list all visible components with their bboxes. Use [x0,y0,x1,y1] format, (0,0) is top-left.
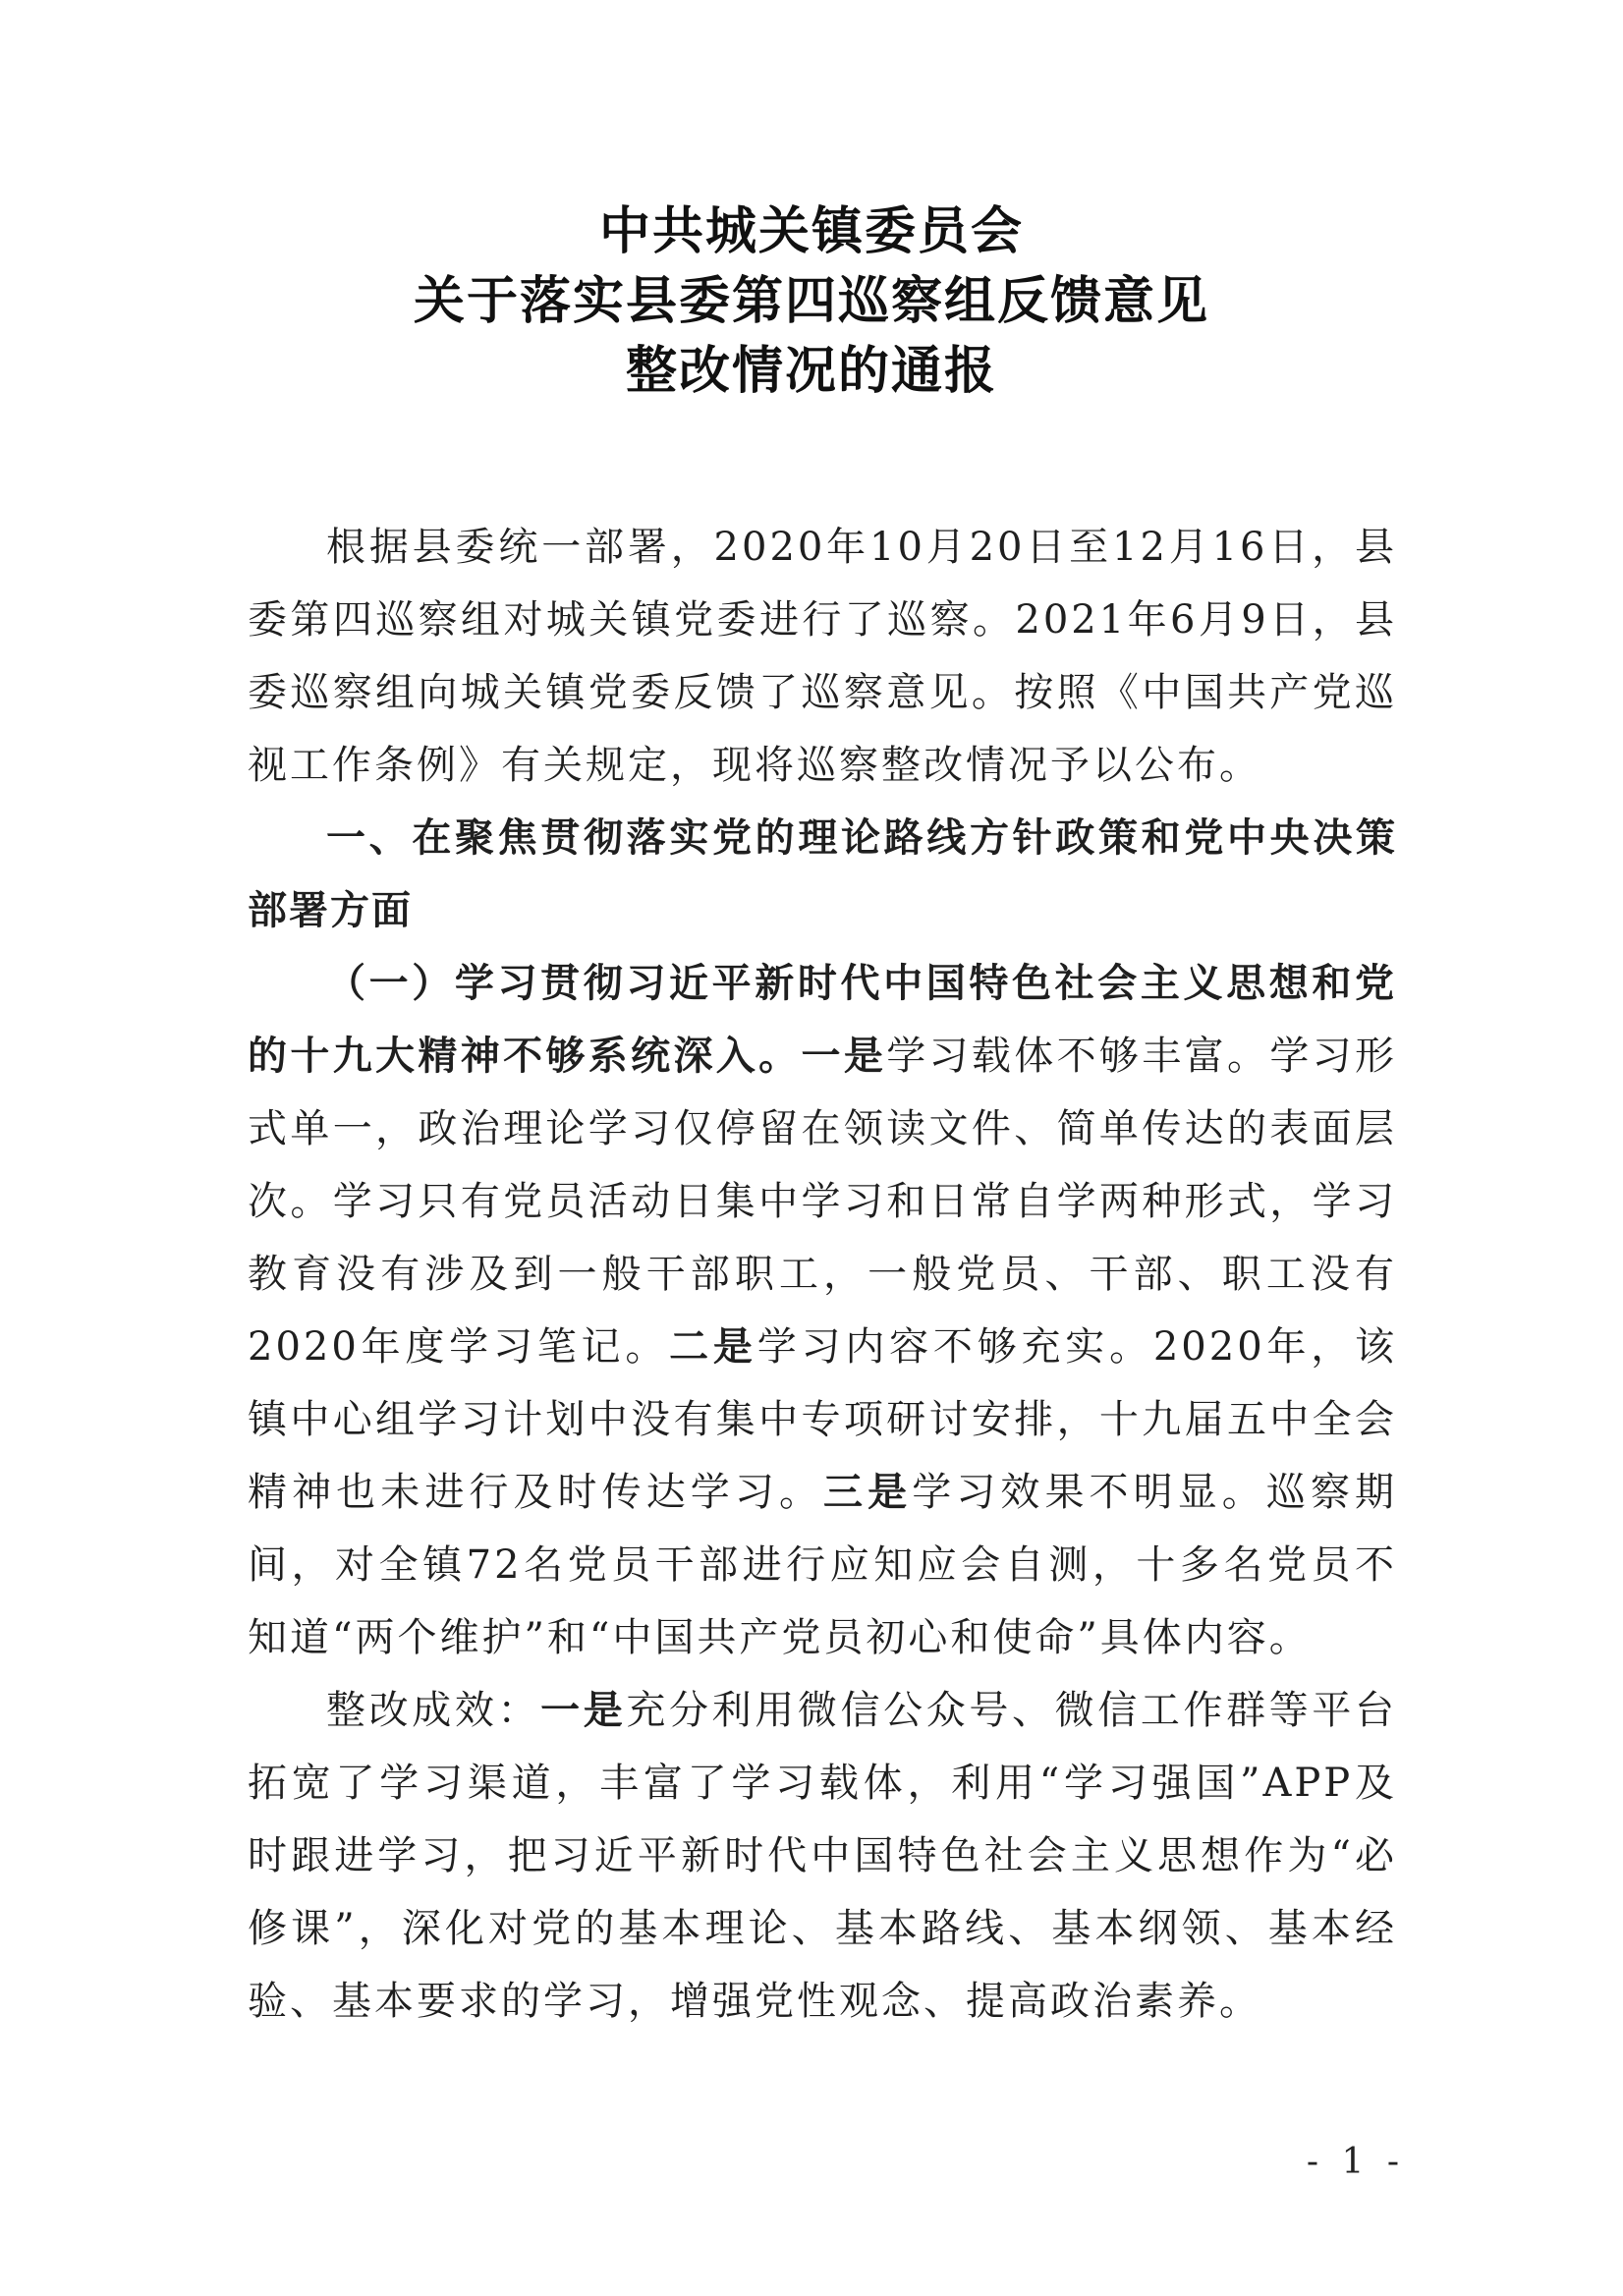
title-line-2: 关于落实县委第四巡察组反馈意见 [413,271,1209,331]
title-line-1: 中共城关镇委员会 [598,201,1024,261]
item-title: （一）学习贯彻习近平新时代中国特色社会主义思想和党的十九大精神不够系统深入。 [248,960,1397,1079]
rectification-label: 整改成效： [326,1688,541,1733]
page-number: - 1 - [1306,2142,1405,2182]
item-lead-3: 三是 [823,1469,913,1515]
item-text-2: 学习内容不够充实。2020年，该镇中心组学习计划中没有集中专项研讨安排，十九届五中全会精神也未进行及时传达学习。 [248,1324,1398,1515]
rectification-text: 充分利用微信公众号、微信工作群等平台拓宽了学习渠道，丰富了学习载体，利用“学习强国”APP及时跟进学习，把习近平新时代中国特色社会主义思想作为“必修课”，深化对党的基本理论、基本路线、基本纲领、基本经验、基本要求的学习，增强党性观念、提高政治素养。 [248,1688,1397,2024]
item-lead-2: 二是 [669,1323,757,1370]
title-line-3: 整改情况的通报 [625,341,997,401]
section-heading-1: 一、在聚焦贯彻落实党的理论路线方针政策和党中央决策部署方面 [248,815,1397,933]
item-text-1: 学习载体不够丰富。学习形式单一，政治理论学习仅停留在领读文件、简单传达的表面层次。学习只有党员活动日集中学习和日常自学两种形式，学习教育没有涉及到一般干部职工，一般党员、干部、职工没有2020年度学习笔记。 [248,1034,1398,1370]
rectification-paragraph [248,1674,1397,2038]
item-lead-1: 一是 [801,1033,887,1079]
rectification-lead: 一是 [540,1687,627,1733]
intro-paragraph: 根据县委统一部署，2020年10月20日至12月16日，县委第四巡察组对城关镇党委进行了巡察。2021年6月9日，县委巡察组向城关镇党委反馈了巡察意见。按照《中国共产党巡视工作条例》有关规定，现将巡察整改情况予以公布。 [248,525,1397,788]
document-body [248,511,1397,2038]
document-title [0,196,1623,406]
item-paragraph-1 [248,947,1397,1674]
item-text-3: 学习效果不明显。巡察期间，对全镇72名党员干部进行应知应会自测，十多名党员不知道“两个维护”和“中国共产党员初心和使命”具体内容。 [248,1470,1398,1660]
